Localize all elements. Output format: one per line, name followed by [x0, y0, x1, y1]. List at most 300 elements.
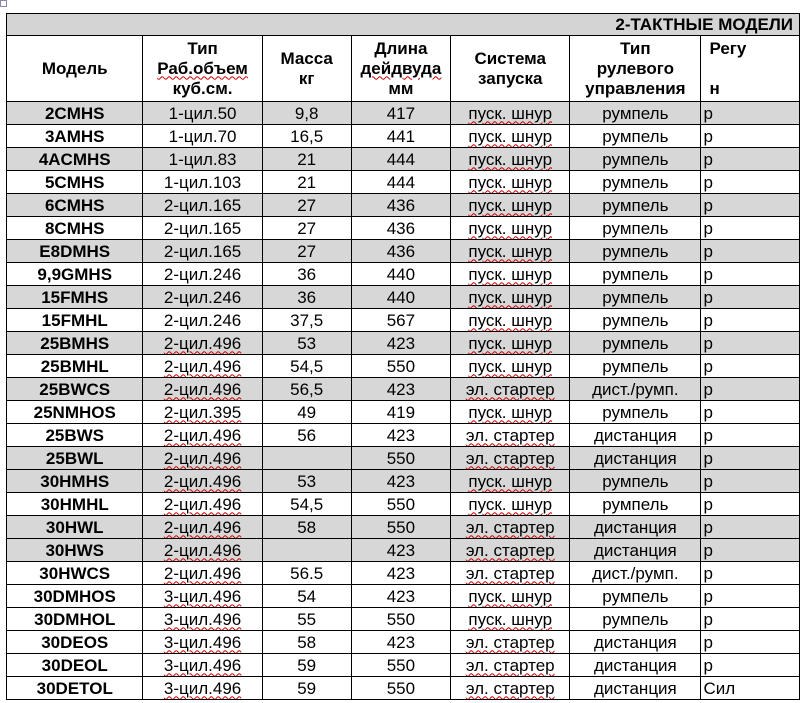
mass-cell-text: 27 — [297, 218, 317, 238]
steering-cell-text: дистанция — [593, 425, 677, 445]
extra-cell-text: р — [703, 149, 713, 169]
model-cell-text: E8DMHS — [39, 241, 111, 261]
extra-cell — [701, 194, 800, 217]
volume-cell — [143, 631, 262, 654]
extra-cell-text: р — [703, 494, 713, 514]
mass-cell-text: 37,5 — [290, 310, 324, 330]
mass-cell-text: 56,5 — [290, 379, 324, 399]
mass-cell-text: 53 — [297, 333, 317, 353]
extra-cell-text: р — [703, 172, 713, 192]
mass-cell — [262, 493, 351, 516]
length-cell — [351, 332, 450, 355]
start-cell-text: эл. стартер — [465, 425, 555, 445]
length-cell-text: 436 — [386, 241, 416, 261]
extra-cell — [701, 102, 800, 125]
mass-cell — [262, 286, 351, 309]
length-cell-text: 423 — [386, 471, 416, 491]
extra-cell-text: р — [703, 609, 713, 629]
mass-cell-text: 58 — [297, 632, 317, 652]
steering-cell-text: дистанция — [593, 540, 677, 560]
steering-cell-text: румпель — [602, 218, 669, 238]
start-cell-text: эл. стартер — [465, 517, 555, 537]
volume-cell-text: 2-цил.496 — [163, 471, 242, 491]
mass-cell-text: 58 — [297, 517, 317, 537]
model-cell — [7, 378, 143, 401]
volume-cell-text: 2-цил.496 — [163, 563, 242, 583]
mass-cell — [262, 378, 351, 401]
header-line: управления — [585, 78, 686, 98]
header-line: Масса — [280, 48, 333, 68]
header-line: мм — [388, 78, 414, 98]
volume-cell-text: 2-цил.496 — [163, 494, 242, 514]
length-cell — [351, 194, 450, 217]
model-cell — [7, 148, 143, 171]
steering-cell — [570, 240, 701, 263]
start-cell — [451, 102, 570, 125]
extra-cell — [701, 401, 800, 424]
volume-cell — [143, 286, 262, 309]
volume-cell-text: 3-цил.496 — [163, 586, 242, 606]
length-cell — [351, 539, 450, 562]
extra-cell — [701, 125, 800, 148]
column-header-row — [7, 36, 800, 102]
start-cell-text: эл. стартер — [465, 678, 555, 698]
model-cell-text: 25BWCS — [39, 379, 111, 399]
spec-table-wrapper — [6, 13, 800, 700]
table-row — [7, 654, 800, 677]
length-cell-text: 419 — [386, 402, 416, 422]
steering-cell-text: румпель — [602, 126, 669, 146]
table-row — [7, 263, 800, 286]
length-cell-text: 550 — [386, 356, 416, 376]
volume-cell — [143, 309, 262, 332]
table-row — [7, 378, 800, 401]
model-cell-text: 30DEOL — [41, 655, 108, 675]
start-cell — [451, 677, 570, 700]
length-cell-text: 423 — [386, 425, 416, 445]
header-line: Система — [474, 48, 546, 68]
length-cell — [351, 401, 450, 424]
volume-cell — [143, 516, 262, 539]
steering-cell — [570, 217, 701, 240]
steering-cell-text: дист./румп. — [592, 379, 679, 399]
table-row — [7, 516, 800, 539]
length-cell — [351, 493, 450, 516]
header-line: н — [709, 78, 720, 98]
model-cell — [7, 585, 143, 608]
mass-cell — [262, 539, 351, 562]
start-cell — [451, 562, 570, 585]
steering-cell-text: румпель — [602, 241, 669, 261]
length-cell — [351, 562, 450, 585]
start-cell-text: эл. стартер — [465, 563, 555, 583]
corner-marker — [0, 0, 7, 7]
start-cell — [451, 332, 570, 355]
steering-cell — [570, 585, 701, 608]
header-length — [351, 36, 450, 102]
mass-cell-text: 27 — [297, 241, 317, 261]
volume-cell — [143, 424, 262, 447]
start-cell-text: пуск. шнур — [468, 218, 553, 238]
model-cell — [7, 608, 143, 631]
model-cell — [7, 516, 143, 539]
extra-cell — [701, 148, 800, 171]
length-cell — [351, 217, 450, 240]
extra-cell — [701, 585, 800, 608]
volume-cell — [143, 240, 262, 263]
length-cell-text: 550 — [386, 678, 416, 698]
length-cell-text: 440 — [386, 287, 416, 307]
extra-cell-text: р — [703, 103, 713, 123]
model-cell-text: 30DEOS — [41, 632, 109, 652]
mass-cell-text: 53 — [297, 471, 317, 491]
length-cell-text: 567 — [386, 310, 416, 330]
model-cell-text: 25BMHS — [40, 333, 110, 353]
start-cell — [451, 585, 570, 608]
start-cell-text: эл. стартер — [465, 448, 555, 468]
table-row — [7, 102, 800, 125]
extra-cell — [701, 263, 800, 286]
model-cell — [7, 217, 143, 240]
extra-cell-text: р — [703, 356, 713, 376]
volume-cell-text: 2-цил.496 — [163, 379, 242, 399]
steering-cell-text: румпель — [602, 149, 669, 169]
model-cell — [7, 102, 143, 125]
start-cell — [451, 401, 570, 424]
model-cell-text: 25BWS — [45, 425, 105, 445]
start-cell-text: пуск. шнур — [468, 241, 553, 261]
steering-cell-text: румпель — [602, 402, 669, 422]
steering-cell — [570, 148, 701, 171]
volume-cell — [143, 401, 262, 424]
steering-cell-text: румпель — [602, 333, 669, 353]
mass-cell — [262, 263, 351, 286]
model-cell-text: 8CMHS — [44, 218, 105, 238]
volume-cell-text: 2-цил.395 — [163, 402, 242, 422]
header-line: Модель — [41, 58, 108, 78]
header-model — [7, 36, 143, 102]
volume-cell-text: 1-цил.83 — [168, 149, 237, 169]
model-cell-text: 4ACMHS — [38, 149, 111, 169]
length-cell — [351, 102, 450, 125]
steering-cell-text: дистанция — [593, 632, 677, 652]
length-cell-text: 436 — [386, 218, 416, 238]
model-cell — [7, 309, 143, 332]
volume-cell — [143, 378, 262, 401]
length-cell-text: 423 — [386, 632, 416, 652]
extra-cell-text: р — [703, 425, 713, 445]
extra-cell-text: р — [703, 264, 713, 284]
volume-cell — [143, 171, 262, 194]
mass-cell-text: 9,8 — [294, 103, 319, 123]
volume-cell — [143, 677, 262, 700]
steering-cell — [570, 355, 701, 378]
model-cell — [7, 470, 143, 493]
start-cell — [451, 539, 570, 562]
extra-cell — [701, 217, 800, 240]
outboard-spec-table — [6, 13, 800, 700]
model-cell-text: 25NMHOS — [33, 402, 116, 422]
mass-cell — [262, 401, 351, 424]
steering-cell-text: румпель — [602, 471, 669, 491]
start-cell — [451, 447, 570, 470]
volume-cell-text: 2-цил.246 — [163, 264, 242, 284]
start-cell-text: эл. стартер — [465, 655, 555, 675]
steering-cell-text: дистанция — [593, 517, 677, 537]
section-title-row — [7, 14, 800, 36]
extra-cell — [701, 493, 800, 516]
steering-cell — [570, 332, 701, 355]
steering-cell — [570, 263, 701, 286]
start-cell-text: пуск. шнур — [468, 333, 553, 353]
header-line: рулевого — [596, 58, 674, 78]
volume-cell — [143, 562, 262, 585]
start-cell-text: пуск. шнур — [468, 264, 553, 284]
mass-cell-text: 21 — [297, 149, 317, 169]
mass-cell-text: 36 — [297, 264, 317, 284]
steering-cell-text: дист./румп. — [592, 563, 679, 583]
model-cell-text: 3AMHS — [44, 126, 105, 146]
volume-cell — [143, 355, 262, 378]
volume-cell-text: 2-цил.165 — [163, 218, 242, 238]
length-cell — [351, 378, 450, 401]
extra-cell-text: р — [703, 379, 713, 399]
start-cell-text: пуск. шнур — [468, 195, 553, 215]
table-row — [7, 585, 800, 608]
extra-cell — [701, 539, 800, 562]
start-cell-text: пуск. шнур — [468, 126, 553, 146]
header-steering — [570, 36, 701, 102]
volume-cell — [143, 217, 262, 240]
header-line: Тип — [187, 38, 218, 58]
extra-cell — [701, 286, 800, 309]
mass-cell-text: 36 — [297, 287, 317, 307]
table-row — [7, 470, 800, 493]
extra-cell — [701, 355, 800, 378]
volume-cell-text: 2-цил.246 — [163, 287, 242, 307]
model-cell-text: 30HWCS — [39, 563, 111, 583]
header-start-system — [451, 36, 570, 102]
model-cell-text: 30DMHOL — [34, 609, 116, 629]
table-row — [7, 447, 800, 470]
model-cell — [7, 447, 143, 470]
steering-cell — [570, 677, 701, 700]
mass-cell — [262, 148, 351, 171]
steering-cell-text: румпель — [602, 195, 669, 215]
header-line: Регу — [709, 38, 747, 58]
table-row — [7, 309, 800, 332]
volume-cell-text: 2-цил.496 — [163, 540, 242, 560]
volume-cell — [143, 654, 262, 677]
volume-cell-text: 2-цил.246 — [163, 310, 242, 330]
header-line: Длина — [374, 38, 428, 58]
mass-cell-text: 49 — [297, 402, 317, 422]
steering-cell-text: румпель — [602, 494, 669, 514]
extra-cell-text: р — [703, 195, 713, 215]
length-cell-text: 550 — [386, 448, 416, 468]
mass-cell — [262, 631, 351, 654]
extra-cell-text: р — [703, 402, 713, 422]
start-cell — [451, 263, 570, 286]
start-cell — [451, 148, 570, 171]
model-cell-text: 30HMHS — [40, 471, 110, 491]
header-extra — [701, 36, 800, 102]
mass-cell — [262, 585, 351, 608]
table-row — [7, 493, 800, 516]
volume-cell — [143, 332, 262, 355]
mass-cell — [262, 102, 351, 125]
length-cell — [351, 148, 450, 171]
volume-cell — [143, 447, 262, 470]
model-cell-text: 30HWL — [45, 517, 104, 537]
length-cell-text: 444 — [386, 172, 416, 192]
steering-cell — [570, 378, 701, 401]
start-cell — [451, 378, 570, 401]
steering-cell — [570, 447, 701, 470]
mass-cell-text: 59 — [297, 678, 317, 698]
start-cell — [451, 240, 570, 263]
length-cell — [351, 171, 450, 194]
extra-cell-text: р — [703, 471, 713, 491]
start-cell-text: пуск. шнур — [468, 402, 553, 422]
length-cell — [351, 286, 450, 309]
start-cell-text: пуск. шнур — [468, 287, 553, 307]
extra-cell-text: Сил — [703, 678, 736, 698]
mass-cell — [262, 470, 351, 493]
model-cell-text: 15FMHS — [41, 287, 109, 307]
volume-cell — [143, 470, 262, 493]
mass-cell — [262, 332, 351, 355]
mass-cell — [262, 171, 351, 194]
length-cell-text: 423 — [386, 563, 416, 583]
model-cell — [7, 424, 143, 447]
table-row — [7, 355, 800, 378]
mass-cell — [262, 516, 351, 539]
header-line: куб.см. — [172, 78, 233, 98]
steering-cell-text: дистанция — [593, 678, 677, 698]
volume-cell-text: 2-цил.496 — [163, 425, 242, 445]
header-line: дейдвуда — [360, 58, 442, 78]
start-cell-text: пуск. шнур — [468, 586, 553, 606]
model-cell — [7, 355, 143, 378]
length-cell-text: 423 — [386, 333, 416, 353]
extra-cell — [701, 608, 800, 631]
header-line: запуска — [478, 68, 543, 88]
extra-cell-text: р — [703, 218, 713, 238]
start-cell-text: эл. стартер — [465, 540, 555, 560]
model-cell — [7, 286, 143, 309]
length-cell — [351, 585, 450, 608]
table-row — [7, 562, 800, 585]
mass-cell — [262, 355, 351, 378]
model-cell-text: 30DMHOS — [33, 586, 116, 606]
volume-cell-text: 3-цил.496 — [163, 632, 242, 652]
steering-cell-text: румпель — [602, 609, 669, 629]
volume-cell — [143, 125, 262, 148]
steering-cell — [570, 631, 701, 654]
title-spacer — [7, 14, 451, 36]
start-cell-text: пуск. шнур — [468, 471, 553, 491]
start-cell-text: пуск. шнур — [468, 310, 553, 330]
steering-cell — [570, 286, 701, 309]
model-cell-text: 30HWS — [45, 540, 105, 560]
length-cell-text: 550 — [386, 494, 416, 514]
steering-cell — [570, 424, 701, 447]
start-cell-text: эл. стартер — [465, 632, 555, 652]
start-cell-text: пуск. шнур — [468, 356, 553, 376]
mass-cell — [262, 217, 351, 240]
header-volume — [143, 36, 262, 102]
start-cell — [451, 516, 570, 539]
volume-cell — [143, 608, 262, 631]
extra-cell — [701, 677, 800, 700]
extra-cell — [701, 332, 800, 355]
model-cell — [7, 539, 143, 562]
start-cell — [451, 608, 570, 631]
steering-cell-text: дистанция — [593, 655, 677, 675]
length-cell-text: 444 — [386, 149, 416, 169]
table-row — [7, 148, 800, 171]
steering-cell-text: дистанция — [593, 448, 677, 468]
start-cell — [451, 631, 570, 654]
mass-cell-text: 54 — [297, 586, 317, 606]
volume-cell — [143, 493, 262, 516]
mass-cell — [262, 125, 351, 148]
table-row — [7, 539, 800, 562]
volume-cell-text: 2-цил.496 — [163, 517, 242, 537]
mass-cell — [262, 309, 351, 332]
mass-cell-text: 16,5 — [290, 126, 324, 146]
steering-cell-text: румпель — [602, 172, 669, 192]
steering-cell — [570, 171, 701, 194]
length-cell — [351, 608, 450, 631]
steering-cell — [570, 608, 701, 631]
mass-cell — [262, 608, 351, 631]
extra-cell — [701, 171, 800, 194]
model-cell — [7, 263, 143, 286]
volume-cell-text: 2-цил.496 — [163, 356, 242, 376]
start-cell — [451, 217, 570, 240]
start-cell — [451, 424, 570, 447]
steering-cell — [570, 194, 701, 217]
model-cell-text: 6CMHS — [44, 195, 105, 215]
extra-cell-text: р — [703, 563, 713, 583]
extra-cell-text: р — [703, 126, 713, 146]
header-line: Раб.объем — [157, 58, 248, 78]
model-cell — [7, 654, 143, 677]
mass-cell-text: 56.5 — [290, 563, 324, 583]
volume-cell — [143, 263, 262, 286]
mass-cell-text: 27 — [297, 195, 317, 215]
mass-cell — [262, 562, 351, 585]
steering-cell — [570, 125, 701, 148]
start-cell — [451, 309, 570, 332]
table-row — [7, 217, 800, 240]
model-cell — [7, 240, 143, 263]
model-cell-text: 2CMHS — [44, 103, 105, 123]
length-cell-text: 417 — [386, 103, 416, 123]
model-cell — [7, 171, 143, 194]
start-cell-text: пуск. шнур — [468, 149, 553, 169]
extra-cell — [701, 424, 800, 447]
length-cell-text: 436 — [386, 195, 416, 215]
length-cell-text: 441 — [386, 126, 416, 146]
model-cell-text: 30HMHL — [40, 494, 109, 514]
volume-cell — [143, 102, 262, 125]
model-cell — [7, 631, 143, 654]
table-row — [7, 332, 800, 355]
mass-cell-text: 21 — [297, 172, 317, 192]
